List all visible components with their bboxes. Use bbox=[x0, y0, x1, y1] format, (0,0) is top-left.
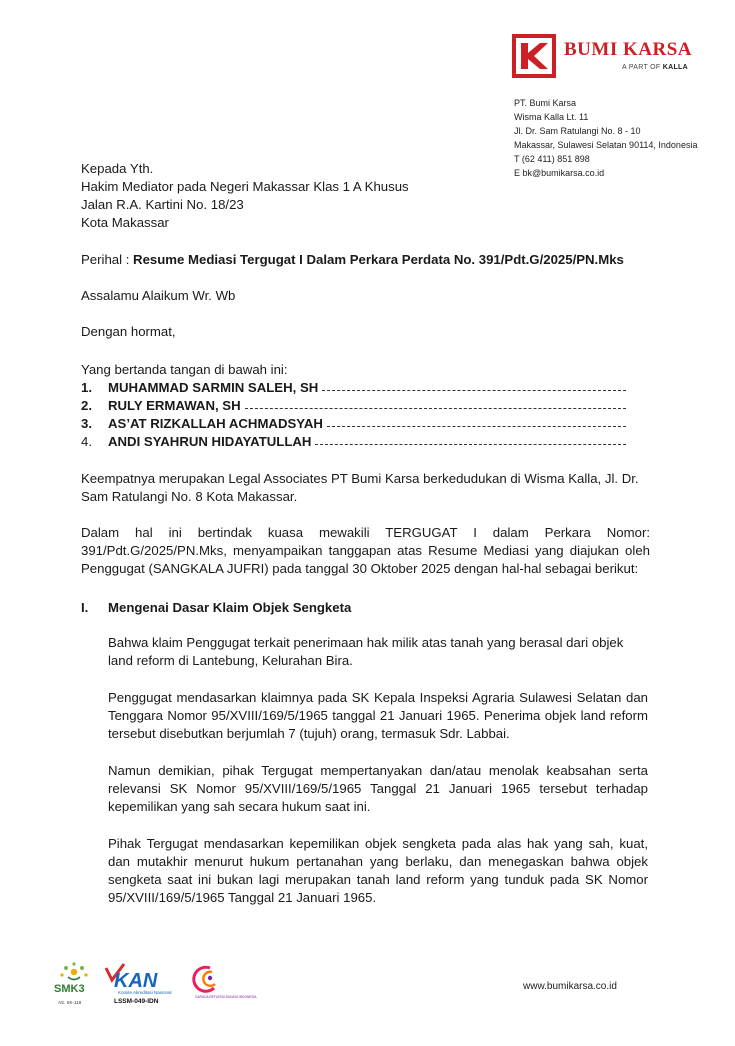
brand-tagline bbox=[622, 64, 688, 71]
subject-text: Resume Mediasi Tergugat I Dalam Perkara Perdata No. 391/Pdt.G/2025/PN.Mks bbox=[133, 252, 624, 267]
dash-leader bbox=[322, 390, 626, 391]
footer-website: www.bumikarsa.co.id bbox=[523, 981, 617, 992]
company-line: E bk@bumikarsa.co.id bbox=[514, 168, 605, 178]
smk3-code: AS. SK-118 bbox=[58, 1000, 82, 1005]
section-number: I. bbox=[81, 600, 89, 615]
dash-leader bbox=[327, 426, 626, 427]
brand-tagline-prefix: A PART OF bbox=[622, 64, 661, 71]
dash-leader bbox=[315, 444, 626, 445]
certification-badges bbox=[52, 960, 257, 1010]
company-line: Jl. Dr. Sam Ratulangi No. 8 - 10 bbox=[514, 126, 641, 136]
subject-label: Perihal : bbox=[81, 252, 134, 267]
section-heading bbox=[81, 599, 351, 617]
signers-intro: Yang bertanda tangan di bawah ini: bbox=[81, 362, 288, 377]
signer-name: ANDI SYAHRUN HIDAYATULLAH bbox=[108, 434, 312, 449]
signer-row bbox=[81, 397, 626, 415]
brand-name: BUMI KARSA bbox=[564, 39, 692, 60]
representation-paragraph: Dalam hal ini bertindak kuasa mewakili TERGUGAT I dalam Perkara Nomor: 391/Pdt.G/2025/PN.Mks, menyampaikan tanggapan atas Resume Mediasi yang diajukan oleh Penggugat (SANGKALA JUFRI) pada tanggal 30 Oktober 2025 dengan hal-hal sebagai berikut: bbox=[81, 525, 650, 576]
smk3-rays-icon bbox=[60, 962, 87, 979]
greeting: Assalamu Alaikum Wr. Wb bbox=[81, 288, 236, 303]
signer-row bbox=[81, 433, 626, 451]
section-paragraph: Penggugat mendasarkan klaimnya pada SK Kepala Inspeksi Agraria Sulawesi Selatan dan Tenggara Nomor 95/XVIII/169/5/1965 tanggal 21 Januari 1965. Penerima objek land reform tersebut disebutkan berjumlah 7 (tujuh) orang, termasuk Sdr. Labbai. bbox=[108, 690, 648, 741]
company-line: T (62 411) 851 898 bbox=[514, 154, 590, 164]
signer-row bbox=[81, 415, 626, 433]
signer-number: 2. bbox=[81, 398, 92, 413]
company-address bbox=[514, 96, 697, 180]
subject-line bbox=[81, 251, 624, 269]
signers-list bbox=[81, 379, 626, 451]
kan-caption: Komite Akreditasi Nasional bbox=[118, 990, 172, 995]
smk3-label: SMK3 bbox=[54, 983, 85, 995]
signer-number: 1. bbox=[81, 380, 92, 395]
section-title: Mengenai Dasar Klaim Objek Sengketa bbox=[108, 600, 352, 615]
recipient-line: Kota Makassar bbox=[81, 215, 169, 230]
recipient-line: Jalan R.A. Kartini No. 18/23 bbox=[81, 197, 244, 212]
signer-name: RULY ERMAWAN, SH bbox=[108, 398, 241, 413]
signer-number: 3. bbox=[81, 416, 92, 431]
garuda-caption: GARUDA REFLEKSI BUDAYA INDONESIA bbox=[195, 995, 257, 999]
signer-name: MUHAMMAD SARMIN SALEH, SH bbox=[108, 380, 319, 395]
signer-number: 4. bbox=[81, 434, 92, 449]
company-logo bbox=[512, 34, 712, 78]
kan-label: KAN bbox=[114, 970, 158, 992]
company-line: Makassar, Sulawesi Selatan 90114, Indonesia bbox=[514, 140, 698, 150]
kan-code: LSSM-049-IDN bbox=[114, 998, 159, 1005]
associates-paragraph: Keempatnya merupakan Legal Associates PT Bumi Karsa berkedudukan di Wisma Kalla, Jl. Dr. Sam Ratulangi No. 8 Kota Makassar. bbox=[81, 471, 639, 504]
company-line: PT. Bumi Karsa bbox=[514, 98, 577, 108]
smk3-logo-icon bbox=[54, 962, 88, 1005]
kan-logo-icon bbox=[106, 964, 172, 1005]
dash-leader bbox=[245, 408, 626, 409]
certification-logos bbox=[52, 960, 257, 1010]
section-paragraph: Pihak Tergugat mendasarkan kepemilikan objek sengketa pada alas hak yang sah, kuat, dan mutakhir menurut hukum pertanahan yang berlaku, dan menegaskan bahwa objek sengketa saat ini bukan lagi merupakan tanah land reform yang tunduk pada SK Nomor 95/XVIII/169/5/1965 Tanggal 21 Januari 1965. bbox=[108, 836, 648, 905]
signer-row bbox=[81, 379, 626, 397]
signer-name: AS’AT RIZKALLAH ACHMADSYAH bbox=[108, 416, 323, 431]
section-paragraph: Bahwa klaim Penggugat terkait penerimaan hak milik atas tanah yang berasal dari objek land reform di Lantebung, Kelurahan Bira. bbox=[108, 635, 624, 668]
recipient-block bbox=[81, 160, 409, 232]
company-line: Wisma Kalla Lt. 11 bbox=[514, 112, 589, 122]
bumi-karsa-logo-icon bbox=[512, 34, 556, 78]
section-paragraph: Namun demikian, pihak Tergugat mempertanyakan dan/atau menolak keabsahan serta relevansi SK Nomor 95/XVIII/169/5/1965 Tanggal 21 Januari 1965 tersebut terhadap kepemilikan yang sah secara hukum saat ini. bbox=[108, 763, 648, 814]
recipient-line: Hakim Mediator pada Negeri Makassar Klas 1 A Khusus bbox=[81, 179, 409, 194]
salutation: Dengan hormat, bbox=[81, 324, 176, 339]
brand-tagline-group: KALLA bbox=[662, 64, 688, 71]
garuda-logo-icon bbox=[194, 967, 258, 999]
recipient-line: Kepada Yth. bbox=[81, 161, 154, 176]
